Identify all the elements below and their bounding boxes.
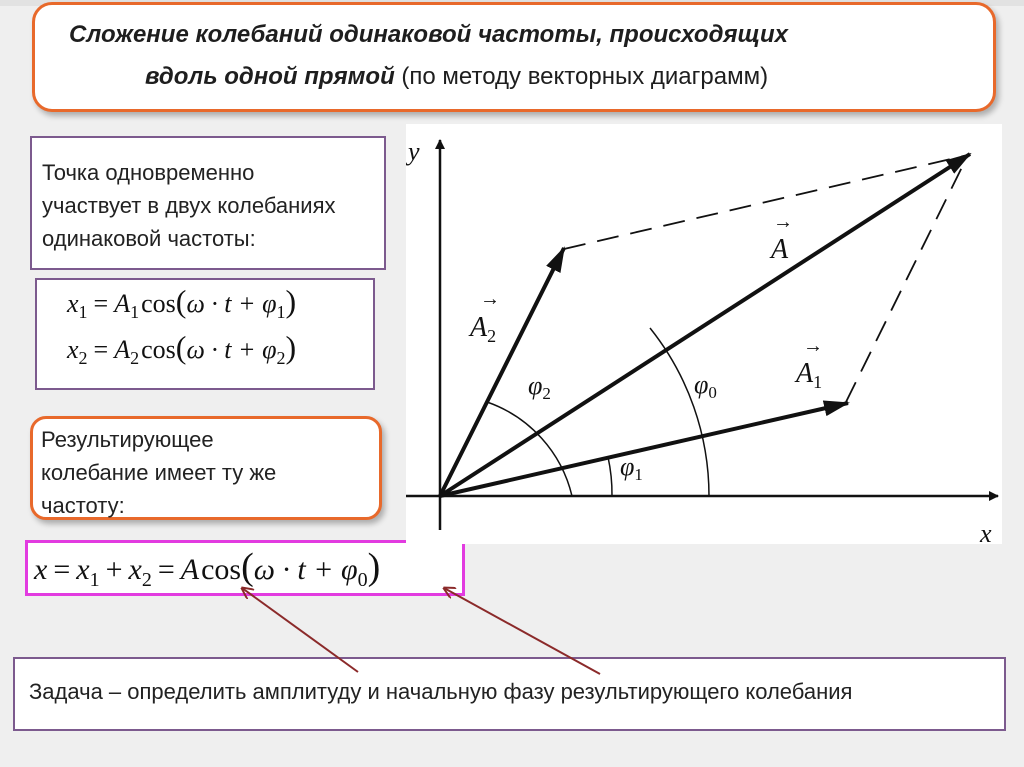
pointer-to-phase [444,588,600,674]
intro-line-3: одинаковой частоты: [42,226,256,251]
vec-a2-arrow: → [480,288,500,310]
vec-a1-arrow: → [803,335,823,357]
result-line-3: частоту: [41,493,125,518]
x-axis-label: x [980,519,992,544]
vec-a2-label: $A_2$ [470,312,497,346]
title-emphasis: вдоль одной прямой [145,63,395,90]
y-axis-label: y [408,137,420,166]
phi2-label: φ2 [528,371,551,403]
title-rest: (по методу векторных диаграмм) [394,63,769,90]
formula-line: $x = x_1 + x_2 = Acos(\omega \cdot t + \varphi_0)$ [34,546,381,591]
eq1-line: $x_1 = A_1\cos(\omega \cdot t + \varphi_1)$ [67,283,297,322]
result-line-1: Результирующее [41,427,214,452]
result-line-2: колебание имеет ту же [41,460,277,485]
phi1-label: φ1 [620,452,643,484]
vec-a-arrow: → [773,211,793,233]
vec-a1-label: $A_1$ [796,358,823,392]
title-line-1: Сложение колебаний одинаковой частоты, происходящих [69,21,789,48]
eq2-line: $x_2 = A_2\cos(\omega \cdot t + \varphi_2)$ [67,329,297,368]
intro-line-1: Точка одновременно [42,160,255,185]
intro-line-2: участвует в двух колебаниях [42,193,336,218]
vec-a-label: A [771,234,789,265]
task-text: Задача – определить амплитуду и начальную фазу результирующего колебания [29,679,853,704]
pointer-to-amplitude [242,588,358,672]
phi0-label: φ0 [694,370,717,402]
